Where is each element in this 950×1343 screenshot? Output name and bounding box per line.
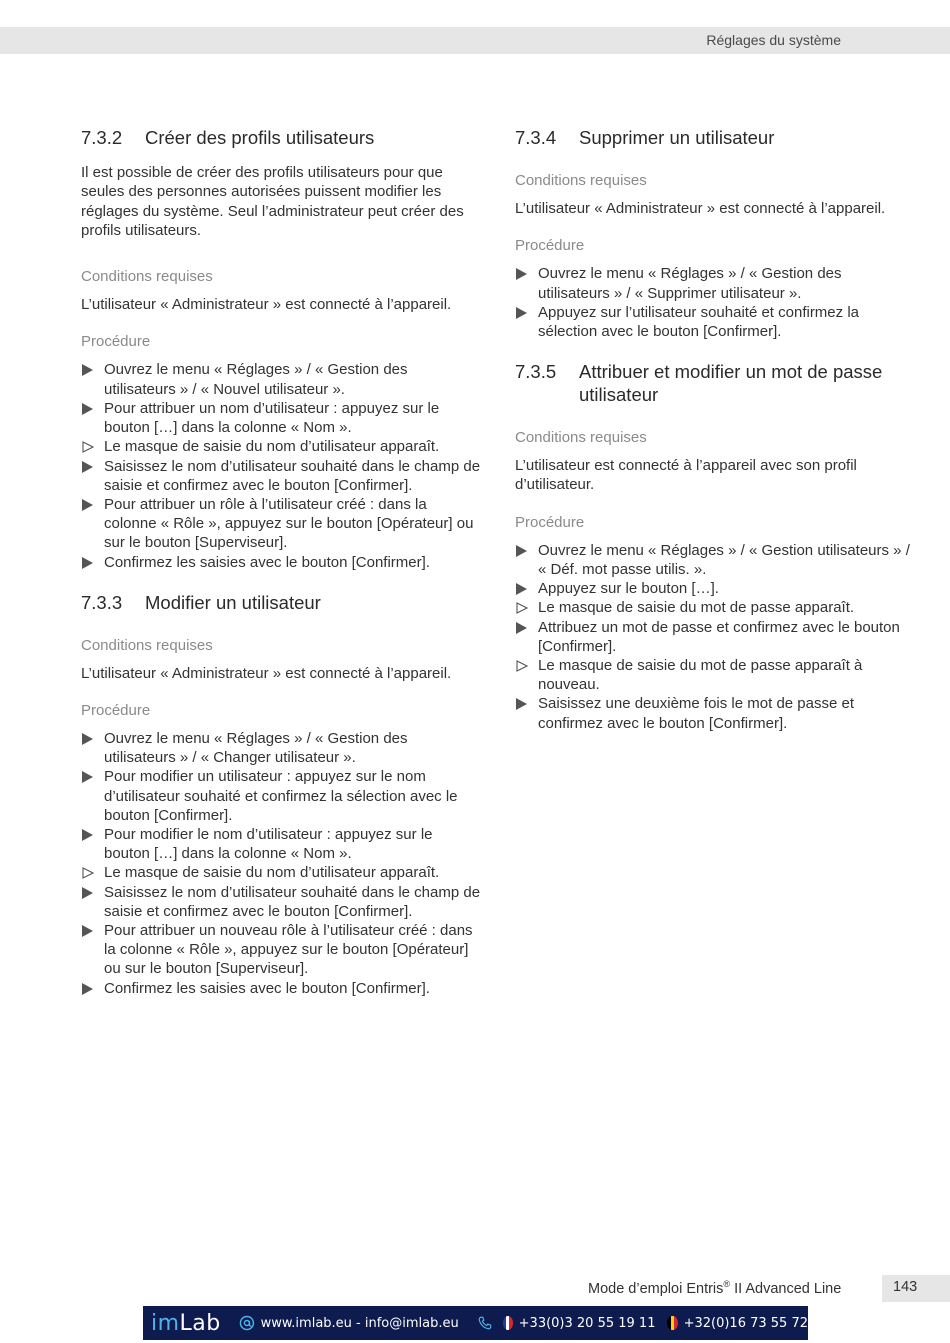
step-triangle-icon <box>515 618 538 656</box>
step-item <box>515 264 915 302</box>
conditions-text: L’utilisateur est connecté à l’appareil avec son profil d’utilisateur. <box>515 457 857 494</box>
step-text: Appuyez sur le bouton […]. <box>538 580 719 598</box>
step-item <box>81 825 481 863</box>
result-triangle-icon <box>81 437 104 456</box>
conditions-text: L’utilisateur « Administrateur » est connecté à l’appareil. <box>515 200 886 217</box>
procedure-heading: Procédure <box>81 702 151 720</box>
imlab-logo <box>151 1311 221 1336</box>
step-text: Saisissez le nom d’utilisateur souhaité dans le champ de saisie et confirmez avec le bouton [Confirmer]. <box>104 883 481 920</box>
step-text: Pour modifier le nom d’utilisateur : appuyez sur le bouton […] dans la colonne « Nom ». <box>104 826 433 863</box>
phone-belgium[interactable]: +32(0)16 73 55 72 <box>683 1315 808 1331</box>
step-item <box>515 541 915 579</box>
result-item <box>515 598 915 617</box>
phone-icon <box>477 1312 493 1334</box>
step-triangle-icon <box>515 694 538 732</box>
step-triangle-icon <box>81 360 104 398</box>
phone-france[interactable]: +33(0)3 20 55 19 11 <box>518 1315 656 1331</box>
step-item <box>81 399 481 437</box>
result-triangle-icon <box>81 863 104 882</box>
flag-belgium-icon <box>667 1316 677 1330</box>
procedure-heading: Procédure <box>81 333 151 351</box>
section-heading-7-3-5 <box>515 360 915 406</box>
section-title: Modifier un utilisateur <box>145 591 321 613</box>
step-triangle-icon <box>515 303 538 341</box>
step-item <box>515 694 915 732</box>
step-text: Ouvrez le menu « Réglages » / « Gestion des utilisateurs » / « Changer utilisateur ». <box>104 730 408 767</box>
step-text: Ouvrez le menu « Réglages » / « Gestion des utilisateurs » / « Nouvel utilisateur ». <box>104 361 408 398</box>
at-icon <box>239 1312 255 1334</box>
section-heading-7-3-2 <box>81 126 481 149</box>
result-triangle-icon <box>515 598 538 617</box>
conditions-heading: Conditions requises <box>81 268 213 286</box>
step-item <box>81 729 481 767</box>
step-triangle-icon <box>81 495 104 553</box>
step-triangle-icon <box>81 883 104 921</box>
step-triangle-icon <box>81 553 104 572</box>
step-text: Ouvrez le menu « Réglages » / « Gestion des utilisateurs » / « Supprimer utilisateur ». <box>538 265 842 302</box>
step-text: Ouvrez le menu « Réglages » / « Gestion utilisateurs » / « Déf. mot passe utilis. ». <box>538 541 910 578</box>
conditions-text: L’utilisateur « Administrateur » est connecté à l’appareil. <box>81 664 452 682</box>
step-text: Saisissez une deuxième fois le mot de passe et confirmez avec le bouton [Confirmer]. <box>538 695 855 732</box>
manual-title <box>588 1279 841 1297</box>
logo-lab: Lab <box>179 1310 221 1336</box>
step-item <box>81 457 481 495</box>
flag-france-icon <box>503 1316 513 1330</box>
step-text: Pour attribuer un nom d’utilisateur : appuyez sur le bouton […] dans la colonne « Nom ». <box>104 399 440 437</box>
website-email[interactable]: www.imlab.eu - info@imlab.eu <box>260 1315 459 1331</box>
step-triangle-icon <box>81 979 104 998</box>
step-text: Le masque de saisie du mot de passe apparaît à nouveau. <box>538 656 863 694</box>
step-text: Attribuez un mot de passe et confirmez avec le bouton [Confirmer]. <box>538 618 900 655</box>
procedure-steps <box>515 264 915 341</box>
step-text: Pour attribuer un rôle à l’utilisateur créé : dans la colonne « Rôle », appuyez sur le bouton [Opérateur] ou sur le bouton [Superviseur]. <box>104 495 474 552</box>
manual-title-prefix: Mode d’emploi Entris <box>588 1280 724 1297</box>
section-heading-7-3-4 <box>515 126 915 149</box>
step-item <box>515 618 915 656</box>
step-text: Pour modifier un utilisateur : appuyez sur le nom d’utilisateur souhaité et confirmez la sélection avec le bouton [Confirmer]. <box>104 768 458 824</box>
conditions-heading: Conditions requises <box>515 172 647 189</box>
step-text: Le masque de saisie du mot de passe apparaît. <box>538 599 855 617</box>
section-number: 7.3.3 <box>81 591 123 613</box>
procedure-steps <box>515 541 915 733</box>
result-item <box>81 863 481 882</box>
section-title: Créer des profils utilisateurs <box>145 127 375 148</box>
registered-mark: ® <box>723 1279 731 1289</box>
left-column <box>81 126 481 998</box>
intro-paragraph: Il est possible de créer des profils utilisateurs pour que seules des personnes autorisées puissent modifier les réglages du système. Seul l’administrateur peut créer des profils utilisateurs. <box>81 164 464 239</box>
step-item <box>81 921 481 979</box>
section-title: Attribuer et modifier un mot de passe utilisateur <box>579 361 883 406</box>
conditions-heading: Conditions requises <box>81 636 213 654</box>
step-triangle-icon <box>81 457 104 495</box>
step-item <box>81 360 481 398</box>
step-triangle-icon <box>81 729 104 767</box>
conditions-heading: Conditions requises <box>515 429 647 447</box>
step-triangle-icon <box>81 921 104 979</box>
section-number: 7.3.2 <box>81 127 123 148</box>
manual-title-suffix: II Advanced Line <box>730 1280 842 1297</box>
step-text: Confirmez les saisies avec le bouton [Confirmer]. <box>104 979 430 997</box>
step-text: Le masque de saisie du nom d’utilisateur apparaît. <box>104 438 440 456</box>
procedure-heading: Procédure <box>515 513 585 531</box>
page-number: 143 <box>893 1279 918 1295</box>
running-header: Réglages du système <box>706 32 841 48</box>
section-number: 7.3.5 <box>515 361 557 383</box>
step-text: Pour attribuer un nouveau rôle à l’utilisateur créé : dans la colonne « Rôle », appuyez sur le bouton [Opérateur] ou sur le bouton [Superviseur]. <box>104 922 473 978</box>
step-item <box>81 979 481 998</box>
imlab-banner <box>143 1306 808 1340</box>
procedure-heading: Procédure <box>515 237 585 255</box>
section-heading-7-3-3 <box>81 591 481 614</box>
result-item <box>515 656 915 694</box>
section-title: Supprimer un utilisateur <box>579 127 775 148</box>
conditions-text: L’utilisateur « Administrateur » est connecté à l’appareil. <box>81 296 452 314</box>
result-item <box>81 437 481 456</box>
procedure-steps <box>81 360 481 571</box>
result-triangle-icon <box>515 656 538 694</box>
step-triangle-icon <box>81 767 104 825</box>
right-column <box>515 126 915 733</box>
logo-im: im <box>151 1310 180 1336</box>
step-text: Appuyez sur l’utilisateur souhaité et confirmez la sélection avec le bouton [Confirmer]. <box>538 303 859 340</box>
procedure-steps <box>81 729 481 998</box>
step-text: Le masque de saisie du nom d’utilisateur apparaît. <box>104 864 440 882</box>
step-item <box>81 553 481 572</box>
section-number: 7.3.4 <box>515 127 557 148</box>
step-triangle-icon <box>81 825 104 863</box>
step-item <box>515 579 915 598</box>
step-text: Confirmez les saisies avec le bouton [Confirmer]. <box>104 553 430 571</box>
step-triangle-icon <box>515 579 538 598</box>
step-item <box>81 767 481 825</box>
step-triangle-icon <box>515 264 538 302</box>
step-item <box>81 495 481 553</box>
step-text: Saisissez le nom d’utilisateur souhaité dans le champ de saisie et confirmez avec le bouton [Confirmer]. <box>104 457 481 494</box>
step-triangle-icon <box>81 399 104 437</box>
step-triangle-icon <box>515 541 538 579</box>
step-item <box>81 883 481 921</box>
step-item <box>515 303 915 341</box>
